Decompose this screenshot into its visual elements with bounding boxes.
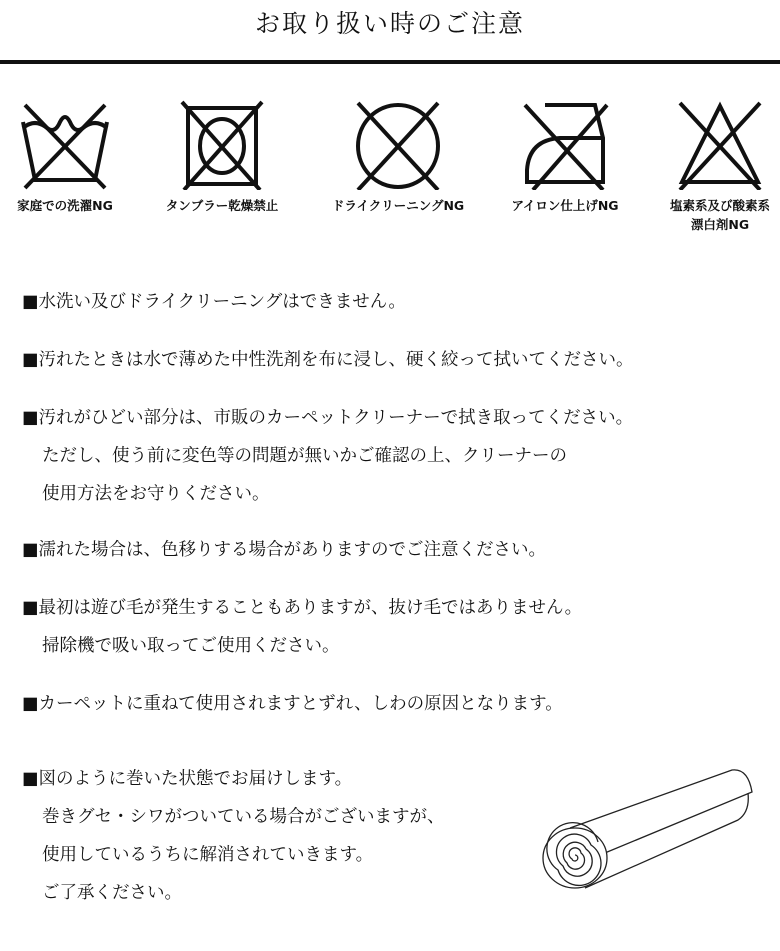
no-tumble-dry-icon [172,100,272,190]
icon-label: タンブラー乾燥禁止 [165,198,279,213]
rolled-carpet-illustration [500,760,760,910]
no-tumble-dry-icon-block [147,100,297,215]
no-iron-icon-block [490,100,640,215]
no-iron-icon [515,100,615,190]
note-3: ■汚れがひどい部分は、市販のカーペットクリーナーで拭き取ってください。 ただし、使う前に変色等の問題が無いかご確認の上、クリーナーの 使用方法をお守りください。 [22,408,634,504]
note-7: ■図のように巻いた状態でお届けします。 巻きグセ・シワがついている場合がございますが、 使用しているうちに解消されていきます。 ご了承ください。 [22,769,445,903]
icon-label: 家庭での洗濯NG [17,198,113,213]
no-bleach-icon [670,100,770,190]
no-dry-clean-icon-block [323,100,473,215]
note-4: ■濡れた場合は、色移りする場合がありますのでご注意ください。 [22,540,547,560]
note-2: ■汚れたときは水で薄めた中性洗剤を布に浸し、硬く絞って拭いてください。 [22,350,634,370]
icon-label: ドライクリーニングNG [331,198,465,213]
note-6: ■カーペットに重ねて使用されますとずれ、しわの原因となります。 [22,694,563,714]
icon-label: アイロン仕上げNG [511,198,619,213]
icon-label: 塩素系及び酸素系 漂白剤NG [669,198,770,232]
no-bleach-icon-block [645,100,780,234]
no-home-wash-icon [15,100,115,190]
page-title: お取り扱い時のご注意 [254,9,525,38]
note-1: ■水洗い及びドライクリーニングはできません。 [22,292,406,312]
no-dry-clean-icon [348,100,448,190]
divider [0,60,780,64]
no-home-wash-icon-block [0,100,140,215]
note-5: ■最初は遊び毛が発生することもありますが、抜け毛ではありません。 掃除機で吸い取ってご使用ください。 [22,598,583,656]
